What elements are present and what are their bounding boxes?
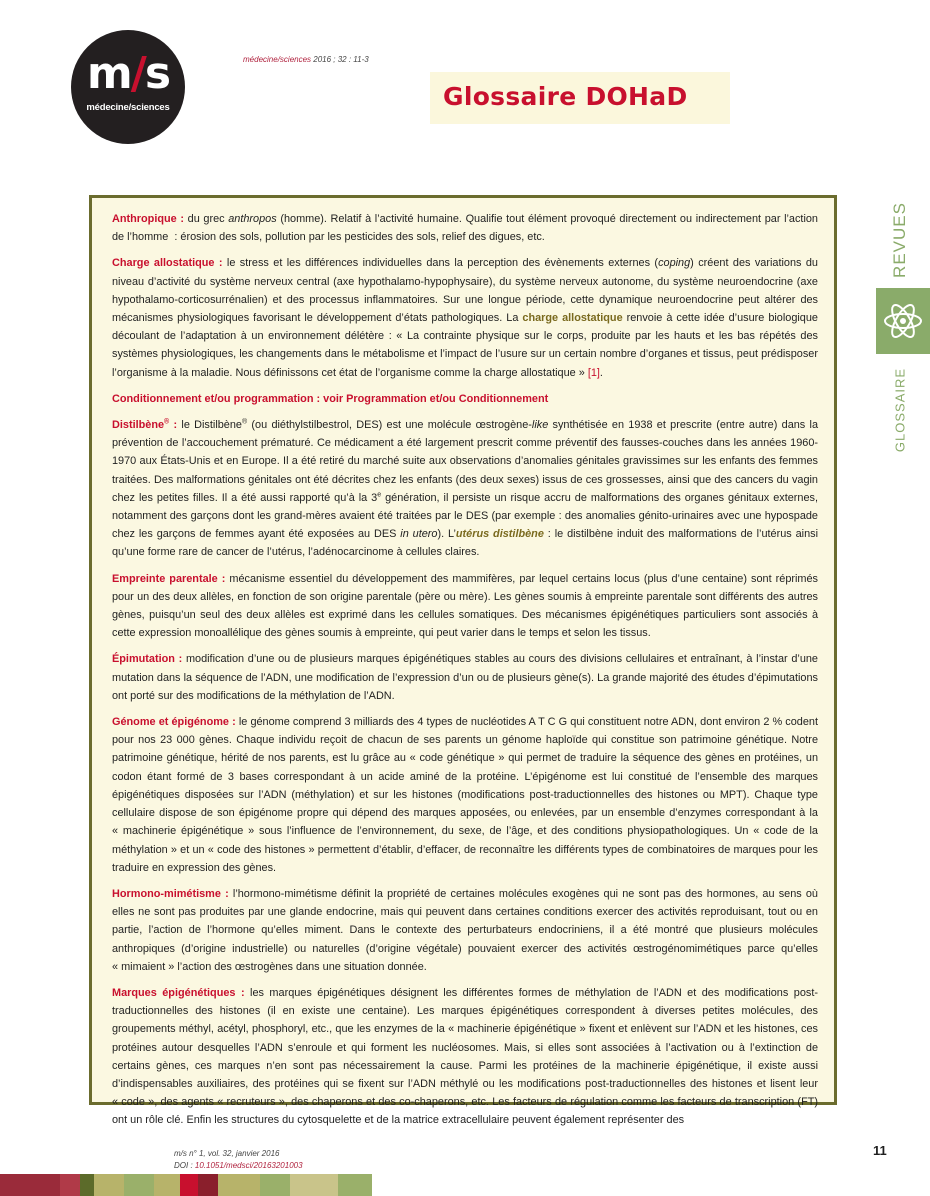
definition-text: (ou diéthylstilbestrol, DES) est une molécule œstrogène- (247, 419, 532, 432)
definition-text: like (531, 419, 549, 432)
glossary-entry (112, 254, 818, 381)
color-bar-segment (198, 1174, 218, 1196)
journal-name: médecine/sciences (243, 55, 312, 64)
color-bar-segment (124, 1174, 154, 1196)
definition-text: coping (658, 257, 691, 270)
side-tab-section (882, 195, 918, 285)
logo-subtitle: médecine/sciences (86, 102, 170, 113)
glossary-term: Distilbène® : (112, 418, 178, 432)
footer-doi-prefix: DOI : (174, 1161, 195, 1170)
definition-text: anthropos (228, 213, 277, 225)
side-tab-subsection-label: GLOSSAIRE (892, 367, 908, 453)
glossary-entry (112, 390, 818, 408)
color-bar-segment (338, 1174, 372, 1196)
definition-text: (homme). Relatif à l’activité humaine. Qualifie tout élément provoqué directement ou indirectement par l’action de l’homme : érosion des sols, pollution par les pesticides des sols, relief des digues, etc. (112, 213, 818, 244)
definition-text: e (377, 491, 382, 499)
color-bar-segment (94, 1174, 124, 1196)
glossary-term: Marques épigénétiques : (112, 986, 245, 999)
glossary-term: Anthropique : (112, 213, 184, 225)
side-tab-icon-box (876, 288, 930, 354)
definition-text: ). L’ (437, 528, 456, 541)
definition-text: l’hormono-mimétisme définit la propriété de certaines molécules exogènes qui ne sont pas des hormones, au sens où elles ne sont pas produites par une glande endocrine, mais qui peuvent dans certaines conditions exercer des activités reproduisant, tout ou en partie, l’action de l’hormone qu’elles miment. Dans le contexte des perturbateurs endocriniens, il a été montré que plusieurs molécules anthropiques (d’origine industrielle) ou naturelles (d’origine végétale) pouvaient exercer des activités œstrogénomimétiques parce qu’elles « mimaient » l’action des œstrogènes dans une situation donnée. (112, 887, 818, 973)
footer-reference (174, 1148, 303, 1172)
definition-text: mécanisme essentiel du développement des mammifères, par lequel certains locus (plus d’une centaine) sont réprimés pour un des deux allèles, en fonction de son origine parentale (père ou mère). Les gènes soumis à empreinte parentale sont différents des autres gènes, puisqu’un seul des deux allèles est exprimé dans les cellules somatiques. Des mécanismes épigénétiques particuliers sont associés à cette expression monoallélique des gènes soumis à empreinte, qui peut varier dans le temps et selon les tissus. (112, 572, 818, 640)
glossary-term: Hormono-mimétisme : (112, 887, 229, 900)
decorative-color-bar (0, 1174, 413, 1196)
color-bar-segment (290, 1174, 338, 1196)
footer-doi-link[interactable]: 10.1051/medsci/20163201003 (194, 1161, 303, 1170)
glossary-entry (112, 984, 818, 1130)
term-suffix: : (169, 419, 178, 432)
color-bar-segment (218, 1174, 260, 1196)
color-bar-segment (80, 1174, 94, 1196)
glossary-term: Épimutation : (112, 653, 183, 666)
definition-text: . (599, 366, 603, 379)
term-superscript: ® (164, 418, 170, 426)
footer-doi (174, 1160, 303, 1172)
glossary-term: Empreinte parentale : (112, 572, 226, 585)
glossary-term: Génome et épigénome : (112, 716, 236, 729)
glossary-entry (112, 713, 818, 877)
glossary-entry (112, 210, 818, 246)
definition-text: charge allostatique (522, 312, 623, 325)
color-bar-segment (372, 1174, 413, 1196)
glossary-entry (112, 885, 818, 976)
glossary-term: Conditionnement et/ou programmation : voir Programmation et/ou Conditionnement (112, 392, 549, 405)
footer-issue: m/s n° 1, vol. 32, janvier 2016 (174, 1149, 280, 1158)
color-bar-segment (0, 1174, 30, 1196)
definition-text: génération, il persiste un risque accru de malformations des organes génitaux externes, notamment des garçons dont les grand-mères avaient été traitées par le DES (par exemple : des anomalies génito-urinaires avec une hypospade chez les garçons de femmes ayant été exposées au DES (112, 491, 818, 541)
color-bar-segment (30, 1174, 60, 1196)
definition-text: modification d’une ou de plusieurs marques épigénétiques stables au cours des divisions cellulaires et entraînant, à l’instar d’une mutation dans la séquence de l’ADN, une modification de l’expression d’un ou de plusieurs gène(s). La grande majorité des études d’épimutations ont porté sur des modifications de la méthylation de l’ADN. (112, 653, 818, 702)
definition-text: du grec (184, 213, 229, 225)
color-bar-segment (260, 1174, 290, 1196)
definition-text: : le distilbène induit des malformations de l’utérus ainsi qu’une forme rare de cancer de l’utérus, l’adénocarcinome à cellules claires. (112, 528, 818, 559)
color-bar-segment (154, 1174, 180, 1196)
definition-text: ) créent des variations du niveau d’activité du système nerveux central (axe hypothalamo-hypophysaire), du système nerveux autonome, du système neuroendocrine (axe hypothalamo-corticosurrénalien) et des processus inflammatoires. Sur une longue période, cette dynamique neuroendocrine peut altérer des mécanismes physiologiques favorisant le développement d’états pathologiques. La (112, 257, 818, 325)
side-tab-section-label: REVUES (890, 202, 909, 278)
glossary-frame (89, 195, 837, 1127)
logo-letter-m: m (86, 48, 131, 99)
definition-text: renvoie à cette idée d’usure biologique découlant de l’adaptation à un environnement délétère : « La contrainte physique sur le corps, produite par les hauts et les bas répétés des systèmes physiologiques, les changements dans le métabolisme et l’impact de l’usure sur un certain nombre d’organes et tissus, peut prédisposer l’organisme à la maladie. Nous définissons cet état de l’organisme comme la charge allostatique » (112, 312, 818, 379)
definition-text: ® (241, 418, 248, 426)
page-number: 11 (873, 1143, 887, 1158)
side-tab-subsection (887, 360, 913, 460)
definition-text: in utero (400, 528, 438, 541)
journal-reference (243, 55, 369, 64)
page-title: Glossaire DOHaD (443, 82, 688, 111)
definition-text: les marques épigénétiques désignent les différentes formes de méthylation de l’ADN et des modifications post-traductionnelles des histones (il en existe une centaine). Les marques épigénétiques correspondent à diverses petites molécules, des groupements méthyl, acétyl, phosphoryl, etc., que les enzymes de la « machinerie épigénétique » fixent et enlèvent sur l’ADN et les histones, ces protéines autour desquelles l’ADN s’enroule et qui forment les nucléosomes. Mais, si elles sont associées à l’activation ou à l’extinction de certains gènes, ces marques n’en sont pas nécessairement la cause. Parmi les protéines de la machinerie épigénétique, il existe aussi d’indispensables auxiliaires, des protéines qui se fixent sur l’ADN méthylé ou les modifications post-traductionnelles des histones et lisent leur « code », des agents « recruteurs », des chaperons et des co-chaperons, etc. Les facteurs de régulation comme les facteurs de transcription (FT) ont un rôle clé. Enfin les structures du cytosquelette et de la matrice extracellulaire peuvent également représenter des (112, 986, 818, 1127)
definition-text: le Distilbène (177, 419, 242, 432)
glossary-entry (112, 416, 818, 562)
definition-text: le stress et les différences individuelles dans la perception des évènements externes ( (222, 257, 659, 270)
definition-text: le génome comprend 3 milliards des 4 types de nucléotides A T C G qui constituent notre ADN, dont environ 2 % codent pour nos 23 000 gènes. Chaque individu reçoit de chacun de ses parents un génome haploïde qui constitue son patrimoine génétique. Notre patrimoine génétique, hérité de nos parents, est lu grâce au « code génétique » qui permet de traduire la séquence des gènes en protéines, un codon étant formé de 3 bases correspondant à un acide aminé de la protéine. L’épigénome est lui constitué de l’ensemble des marques épigénétiques disposées sur l’ADN (méthylation) et sur les histones (modifications post-traductionnelles des histones ou MPT). Chaque type cellulaire dispose de son épigénome propre qui dépend des marques apposées, ou enlevées, par un ensemble d’enzymes correspondant à la « machinerie épigénétique » sous l’influence de l’environnement, du sexe, de l’âge, et des conditions physiopathologiques. Un « code de la méthylation » et un « code des histones » permettent d’établir, d’effacer, de reconnaître les différents types de combinatoires de marques pour les traduire en expression des gènes. (112, 716, 818, 874)
glossary-entry (112, 650, 818, 705)
journal-logo (71, 30, 185, 144)
definition-text: utérus distilbène (455, 528, 544, 541)
definition-text: synthétisée en 1938 et prescrite (entre autre) dans la prévention de l’accouchement prématuré. Ce médicament a été largement prescrit comme préventif des fausses-couches dans les années 1960-1970 aux États-Unis et en Europe. Il a été retiré du marché suite aux observations d’anomalies génitales gravissimes sur les enfants des femmes traitées. Des malformations génitales ont été décrites chez les enfants (des deux sexes) issus de ces grossesses, ainsi que des cancers du vagin chez les petites filles. Il a été aussi rapporté qu’à la 3 (112, 419, 819, 504)
logo-letter-s: s (144, 48, 170, 99)
logo-slash: / (130, 48, 145, 99)
glossary-term: Charge allostatique : (112, 257, 223, 270)
logo-letters (71, 50, 185, 98)
journal-details: 2016 ; 32 : 11-3 (311, 55, 369, 64)
color-bar-segment (180, 1174, 198, 1196)
glossary-entry (112, 570, 818, 643)
reference-link[interactable]: [1] (587, 366, 600, 379)
glossary-content (112, 210, 818, 1138)
color-bar-segment (60, 1174, 80, 1196)
atom-icon (882, 298, 924, 344)
